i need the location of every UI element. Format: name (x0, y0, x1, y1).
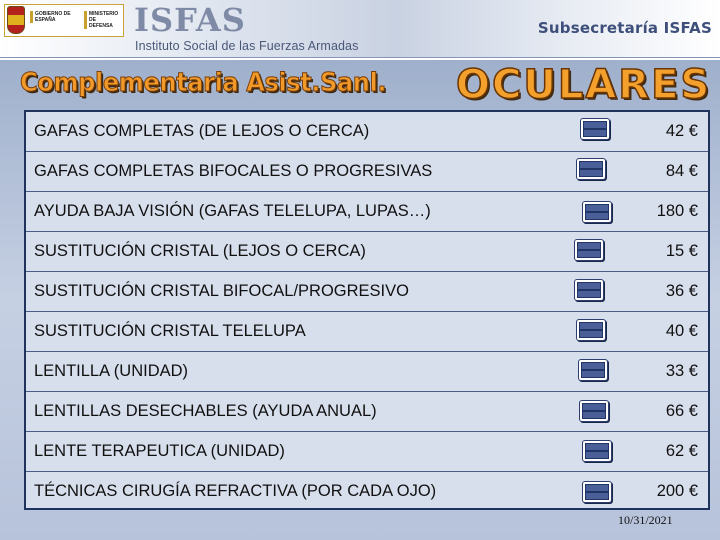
isfas-logo: ISFAS (134, 1, 246, 39)
item-label: AYUDA BAJA VISIÓN (GAFAS TELELUPA, LUPAS…) (34, 202, 431, 220)
equals-icon (582, 481, 612, 503)
equals-icon (578, 359, 608, 381)
date-label: 10/31/2021 (618, 513, 673, 527)
equals-icon (580, 118, 610, 140)
item-label: SUSTITUCIÓN CRISTAL (LEJOS O CERCA) (34, 242, 366, 260)
item-label: GAFAS COMPLETAS BIFOCALES O PROGRESIVAS (34, 162, 433, 180)
table-row (26, 112, 708, 152)
table-row (26, 312, 708, 352)
price-table (24, 110, 710, 510)
equals-icon (574, 279, 604, 301)
item-label: SUSTITUCIÓN CRISTAL BIFOCAL/PROGRESIVO (34, 282, 409, 300)
gov-line-2: MINISTERIO DE DEFENSA (84, 11, 120, 29)
item-price: 33 € (665, 362, 698, 380)
isfas-subtitle: Instituto Social de las Fuerzas Armadas (135, 39, 359, 53)
table-row (26, 352, 708, 392)
item-price: 42 € (665, 122, 698, 140)
item-price: 15 € (665, 242, 698, 260)
table-row (26, 392, 708, 432)
item-price: 62 € (665, 442, 698, 460)
item-price: 180 € (656, 202, 698, 220)
title-complementaria: Complementaria Asist.Sanl. (20, 68, 387, 98)
equals-icon (574, 239, 604, 261)
item-price: 36 € (665, 282, 698, 300)
item-label: LENTILLA (UNIDAD) (34, 362, 189, 380)
item-price: 66 € (665, 402, 698, 420)
equals-icon (576, 158, 606, 180)
title-oculares: OCULARES (456, 62, 712, 108)
table-row (26, 432, 708, 472)
equals-icon (582, 201, 612, 223)
coat-of-arms-icon (7, 6, 25, 34)
subsecretaria-label: Subsecretaría ISFAS (537, 19, 712, 37)
item-price: 200 € (656, 482, 698, 500)
item-label: GAFAS COMPLETAS (DE LEJOS O CERCA) (34, 122, 370, 140)
item-price: 40 € (665, 322, 698, 340)
table-row (26, 272, 708, 312)
item-label: LENTE TERAPEUTICA (UNIDAD) (34, 442, 285, 460)
table-row (26, 232, 708, 272)
table-row (26, 472, 708, 512)
item-label: LENTILLAS DESECHABLES (AYUDA ANUAL) (34, 402, 377, 420)
equals-icon (582, 440, 612, 462)
gov-line-1: GOBIERNO DE ESPAÑA (30, 11, 74, 23)
item-price: 84 € (665, 162, 698, 180)
equals-icon (576, 319, 606, 341)
table-row (26, 152, 708, 192)
table-row (26, 192, 708, 232)
item-label: TÉCNICAS CIRUGÍA REFRACTIVA (POR CADA OJO) (34, 482, 437, 500)
equals-icon (579, 400, 609, 422)
header-banner (0, 0, 720, 58)
item-label: SUSTITUCIÓN CRISTAL TELELUPA (34, 322, 306, 340)
